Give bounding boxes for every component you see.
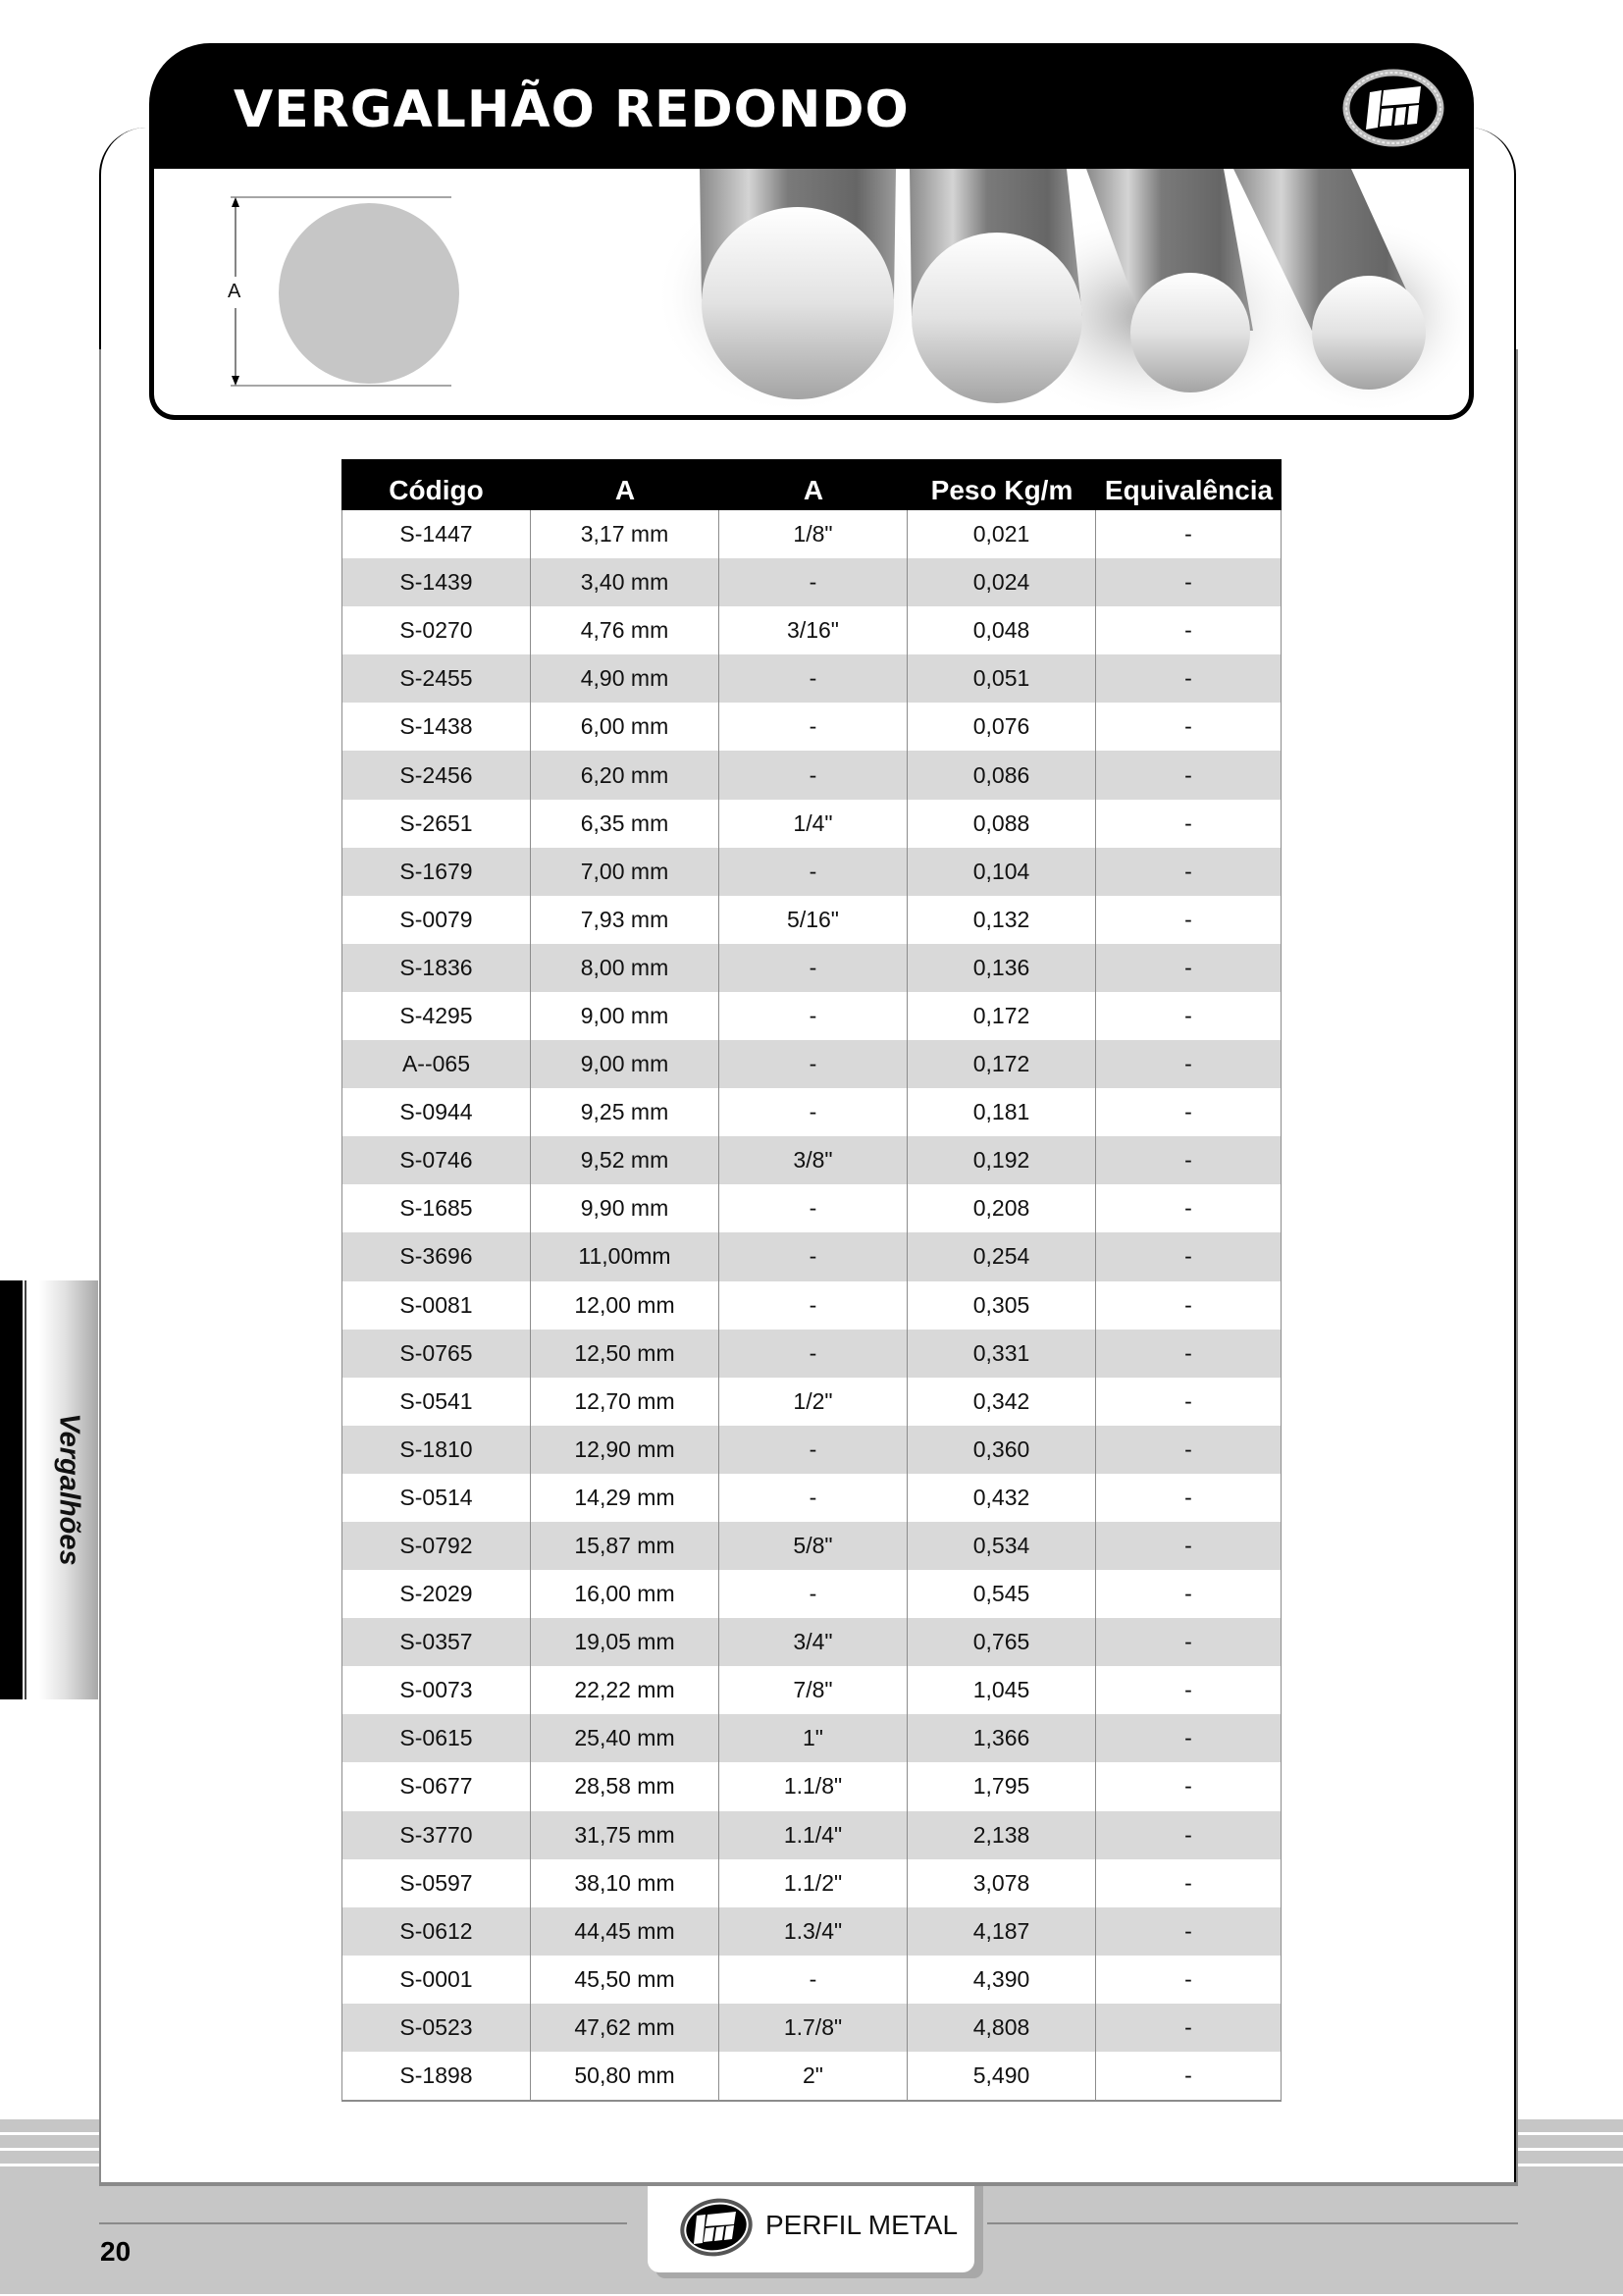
table-row (341, 1570, 1282, 1618)
cell-codigo: S-2029 (341, 1570, 531, 1618)
column-header-codigo: Código (389, 475, 484, 505)
cell-codigo: S-2456 (341, 751, 531, 799)
table-row (341, 558, 1282, 606)
cell-peso: 0,254 (908, 1232, 1096, 1280)
cell-equivalencia: - (1096, 1618, 1282, 1666)
table-row (341, 1474, 1282, 1522)
table-row (341, 703, 1282, 751)
cell-equivalencia: - (1096, 848, 1282, 896)
cell-a-inch: - (719, 1474, 908, 1522)
cell-peso: 0,534 (908, 1522, 1096, 1570)
cell-a-inch: 3/8" (719, 1136, 908, 1184)
cell-peso: 1,366 (908, 1714, 1096, 1762)
cell-peso: 0,305 (908, 1281, 1096, 1330)
cross-section-diagram (154, 169, 566, 414)
table-row (341, 992, 1282, 1040)
cell-codigo: S-0081 (341, 1281, 531, 1330)
table-row (341, 1811, 1282, 1859)
cell-equivalencia: - (1096, 1956, 1282, 2004)
table-row (341, 1088, 1282, 1136)
cell-equivalencia: - (1096, 606, 1282, 654)
cell-a-inch: 3/4" (719, 1618, 908, 1666)
cell-equivalencia: - (1096, 1859, 1282, 1907)
cell-a-mm: 9,90 mm (531, 1184, 719, 1232)
cell-codigo: S-4295 (341, 992, 531, 1040)
cell-a-mm: 12,00 mm (531, 1281, 719, 1330)
round-bar-section (279, 203, 459, 384)
cell-a-inch: - (719, 558, 908, 606)
cell-a-mm: 6,35 mm (531, 800, 719, 848)
cell-peso: 1,795 (908, 1762, 1096, 1810)
table-row (341, 1184, 1282, 1232)
cell-equivalencia: - (1096, 1426, 1282, 1474)
cell-equivalencia: - (1096, 1232, 1282, 1280)
cell-a-mm: 4,90 mm (531, 654, 719, 703)
column-header-peso: Peso Kg/m (930, 475, 1073, 505)
cell-peso: 0,104 (908, 848, 1096, 896)
cell-peso: 0,076 (908, 703, 1096, 751)
cell-equivalencia: - (1096, 1330, 1282, 1378)
cell-codigo: S-0677 (341, 1762, 531, 1810)
table-row (341, 751, 1282, 799)
cell-a-mm: 3,17 mm (531, 510, 719, 558)
cell-codigo: A--065 (341, 1040, 531, 1088)
cell-peso: 0,208 (908, 1184, 1096, 1232)
cell-a-mm: 12,90 mm (531, 1426, 719, 1474)
cell-codigo: S-0746 (341, 1136, 531, 1184)
cell-equivalencia: - (1096, 510, 1282, 558)
cell-peso: 0,021 (908, 510, 1096, 558)
table-row (341, 896, 1282, 944)
cell-codigo: S-0270 (341, 606, 531, 654)
side-tab-line (25, 1280, 26, 1699)
cell-codigo: S-2651 (341, 800, 531, 848)
cell-peso: 4,187 (908, 1907, 1096, 1956)
cell-a-mm: 11,00mm (531, 1232, 719, 1280)
cell-equivalencia: - (1096, 2004, 1282, 2052)
table-row (341, 1232, 1282, 1280)
cell-a-mm: 9,52 mm (531, 1136, 719, 1184)
table-row (341, 944, 1282, 992)
cell-a-mm: 15,87 mm (531, 1522, 719, 1570)
cell-a-mm: 9,25 mm (531, 1088, 719, 1136)
cell-equivalencia: - (1096, 558, 1282, 606)
cell-peso: 0,765 (908, 1618, 1096, 1666)
cell-peso: 0,088 (908, 800, 1096, 848)
cell-a-inch: - (719, 1570, 908, 1618)
cell-codigo: S-1439 (341, 558, 531, 606)
table-row (341, 1136, 1282, 1184)
cell-equivalencia: - (1096, 751, 1282, 799)
cell-a-inch: - (719, 1281, 908, 1330)
cell-codigo: S-1898 (341, 2052, 531, 2100)
table-row (341, 606, 1282, 654)
table-row (341, 1378, 1282, 1426)
cell-equivalencia: - (1096, 1040, 1282, 1088)
cell-codigo: S-1447 (341, 510, 531, 558)
page-number: 20 (100, 2236, 131, 2267)
cell-equivalencia: - (1096, 1907, 1282, 1956)
page-frame-right-edge (1516, 349, 1518, 2184)
cell-codigo: S-0765 (341, 1330, 531, 1378)
table-row (341, 1907, 1282, 1956)
cell-a-inch: 1/2" (719, 1378, 908, 1426)
cell-equivalencia: - (1096, 1570, 1282, 1618)
cell-a-mm: 38,10 mm (531, 1859, 719, 1907)
table-row (341, 1956, 1282, 2004)
cell-peso: 5,490 (908, 2052, 1096, 2100)
cell-equivalencia: - (1096, 1762, 1282, 1810)
cell-a-mm: 12,70 mm (531, 1378, 719, 1426)
column-header-equivalencia: Equivalência (1104, 475, 1274, 505)
cell-peso: 3,078 (908, 1859, 1096, 1907)
cell-a-inch: - (719, 1088, 908, 1136)
cell-a-inch: 5/8" (719, 1522, 908, 1570)
cell-a-mm: 25,40 mm (531, 1714, 719, 1762)
footer-divider-right (987, 2222, 1518, 2224)
cell-peso: 0,181 (908, 1088, 1096, 1136)
cell-peso: 0,342 (908, 1378, 1096, 1426)
illustration-box (149, 169, 1474, 420)
cell-a-mm: 8,00 mm (531, 944, 719, 992)
table-row (341, 1330, 1282, 1378)
side-tab-label: Vergalhões (53, 1413, 85, 1566)
cell-peso: 0,051 (908, 654, 1096, 703)
cell-a-mm: 31,75 mm (531, 1811, 719, 1859)
cell-equivalencia: - (1096, 800, 1282, 848)
cell-equivalencia: - (1096, 1281, 1282, 1330)
cell-a-inch: - (719, 654, 908, 703)
cell-codigo: S-0079 (341, 896, 531, 944)
cell-equivalencia: - (1096, 1136, 1282, 1184)
cell-a-inch: 1.1/4" (719, 1811, 908, 1859)
cell-peso: 2,138 (908, 1811, 1096, 1859)
cell-codigo: S-3770 (341, 1811, 531, 1859)
table-row (341, 2004, 1282, 2052)
cell-a-inch: 5/16" (719, 896, 908, 944)
cell-codigo: S-1438 (341, 703, 531, 751)
cell-equivalencia: - (1096, 992, 1282, 1040)
cell-peso: 0,136 (908, 944, 1096, 992)
cell-a-inch: - (719, 1184, 908, 1232)
cell-peso: 0,048 (908, 606, 1096, 654)
cell-a-inch: 1/4" (719, 800, 908, 848)
cell-equivalencia: - (1096, 1088, 1282, 1136)
cell-a-mm: 9,00 mm (531, 1040, 719, 1088)
cell-codigo: S-1836 (341, 944, 531, 992)
cell-peso: 4,390 (908, 1956, 1096, 2004)
cell-equivalencia: - (1096, 1811, 1282, 1859)
cell-a-inch: 3/16" (719, 606, 908, 654)
cell-codigo: S-0612 (341, 1907, 531, 1956)
cell-a-inch: 1/8" (719, 510, 908, 558)
page-title: VERGALHÃO REDONDO (234, 80, 910, 139)
cell-codigo: S-0073 (341, 1666, 531, 1714)
cell-codigo: S-0615 (341, 1714, 531, 1762)
cell-peso: 0,432 (908, 1474, 1096, 1522)
cell-equivalencia: - (1096, 1474, 1282, 1522)
cell-a-inch: 1.7/8" (719, 2004, 908, 2052)
cell-a-inch: 1.3/4" (719, 1907, 908, 1956)
cell-peso: 0,331 (908, 1330, 1096, 1378)
cell-a-inch: - (719, 848, 908, 896)
cell-peso: 0,172 (908, 1040, 1096, 1088)
table-row (341, 1618, 1282, 1666)
cell-equivalencia: - (1096, 944, 1282, 992)
cell-a-mm: 6,00 mm (531, 703, 719, 751)
cell-equivalencia: - (1096, 1378, 1282, 1426)
perfil-metal-logo-icon (677, 2196, 756, 2259)
footer-divider-left (99, 2222, 627, 2224)
cell-a-inch: - (719, 1330, 908, 1378)
cell-peso: 0,545 (908, 1570, 1096, 1618)
cell-a-mm: 12,50 mm (531, 1330, 719, 1378)
cell-codigo: S-0514 (341, 1474, 531, 1522)
column-header-a-inch: A (803, 475, 824, 505)
cell-a-inch: 7/8" (719, 1666, 908, 1714)
cell-a-mm: 6,20 mm (531, 751, 719, 799)
cell-a-mm: 9,00 mm (531, 992, 719, 1040)
table-row (341, 1426, 1282, 1474)
cell-equivalencia: - (1096, 1522, 1282, 1570)
cell-codigo: S-0541 (341, 1378, 531, 1426)
table-row (341, 1522, 1282, 1570)
rod-3-end (1130, 273, 1250, 392)
cell-a-inch: - (719, 992, 908, 1040)
cell-a-mm: 14,29 mm (531, 1474, 719, 1522)
cell-codigo: S-0001 (341, 1956, 531, 2004)
cell-codigo: S-0523 (341, 2004, 531, 2052)
cell-peso: 0,024 (908, 558, 1096, 606)
cell-a-mm: 22,22 mm (531, 1666, 719, 1714)
cell-a-inch: - (719, 1426, 908, 1474)
cell-peso: 4,808 (908, 2004, 1096, 2052)
table-row (341, 1040, 1282, 1088)
cell-codigo: S-1679 (341, 848, 531, 896)
side-tab-bar (0, 1280, 23, 1699)
cell-peso: 0,172 (908, 992, 1096, 1040)
perfil-metal-logo-icon (1342, 69, 1444, 147)
cell-codigo: S-0944 (341, 1088, 531, 1136)
cell-codigo: S-0357 (341, 1618, 531, 1666)
cell-equivalencia: - (1096, 703, 1282, 751)
table-row (341, 800, 1282, 848)
rod-2-end (912, 233, 1082, 403)
rod-4-end (1312, 276, 1426, 390)
cell-peso: 0,192 (908, 1136, 1096, 1184)
cell-a-mm: 7,93 mm (531, 896, 719, 944)
table-body (341, 510, 1282, 2102)
cell-peso: 0,132 (908, 896, 1096, 944)
table-row (341, 2052, 1282, 2102)
cell-a-mm: 47,62 mm (531, 2004, 719, 2052)
table-row (341, 654, 1282, 703)
cell-peso: 0,086 (908, 751, 1096, 799)
cell-codigo: S-2455 (341, 654, 531, 703)
cell-a-mm: 7,00 mm (531, 848, 719, 896)
table-row (341, 1859, 1282, 1907)
cell-a-mm: 50,80 mm (531, 2052, 719, 2100)
rod-1-end (702, 207, 894, 399)
cell-a-inch: 1.1/2" (719, 1859, 908, 1907)
cell-a-mm: 44,45 mm (531, 1907, 719, 1956)
cell-equivalencia: - (1096, 1714, 1282, 1762)
cell-codigo: S-1685 (341, 1184, 531, 1232)
cell-equivalencia: - (1096, 1666, 1282, 1714)
cell-a-mm: 4,76 mm (531, 606, 719, 654)
page-frame-left-edge (99, 349, 101, 2184)
cell-a-mm: 16,00 mm (531, 1570, 719, 1618)
cell-equivalencia: - (1096, 2052, 1282, 2100)
cell-equivalencia: - (1096, 654, 1282, 703)
product-table (341, 459, 1282, 2102)
cell-a-inch: - (719, 1956, 908, 2004)
table-row (341, 1714, 1282, 1762)
cell-a-inch: - (719, 703, 908, 751)
cell-codigo: S-0597 (341, 1859, 531, 1907)
cell-a-inch: - (719, 751, 908, 799)
dimension-label: A (228, 281, 241, 302)
round-bars-illustration (645, 169, 1474, 414)
cell-a-mm: 19,05 mm (531, 1618, 719, 1666)
footer-brand-name: PERFIL METAL (765, 2210, 959, 2240)
cell-a-mm: 28,58 mm (531, 1762, 719, 1810)
cell-equivalencia: - (1096, 896, 1282, 944)
table-row (341, 1666, 1282, 1714)
cell-a-inch: 2" (719, 2052, 908, 2100)
cell-a-inch: 1.1/8" (719, 1762, 908, 1810)
column-header-a-mm: A (614, 475, 636, 505)
table-row (341, 510, 1282, 558)
table-row (341, 1762, 1282, 1810)
cell-equivalencia: - (1096, 1184, 1282, 1232)
cell-codigo: S-1810 (341, 1426, 531, 1474)
cell-a-inch: - (719, 944, 908, 992)
cell-a-mm: 45,50 mm (531, 1956, 719, 2004)
cell-a-inch: - (719, 1040, 908, 1088)
table-row (341, 1281, 1282, 1330)
cell-a-inch: 1" (719, 1714, 908, 1762)
cell-codigo: S-3696 (341, 1232, 531, 1280)
cell-codigo: S-0792 (341, 1522, 531, 1570)
cell-peso: 0,360 (908, 1426, 1096, 1474)
cell-a-mm: 3,40 mm (531, 558, 719, 606)
cell-a-inch: - (719, 1232, 908, 1280)
cell-peso: 1,045 (908, 1666, 1096, 1714)
table-row (341, 848, 1282, 896)
table-header (341, 459, 1282, 510)
